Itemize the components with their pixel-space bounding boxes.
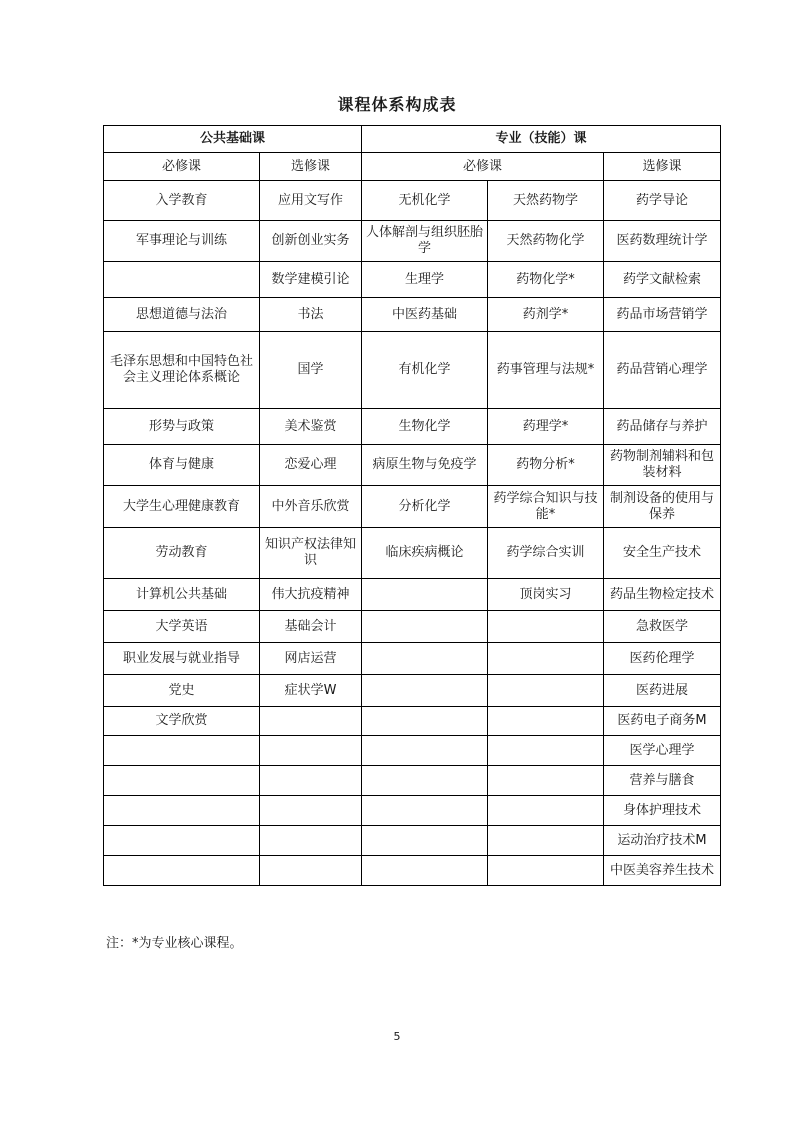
cell-prof-required-b: 药学综合实训 bbox=[488, 528, 604, 579]
cell-prof-required-a: 人体解剖与组织胚胎学 bbox=[362, 221, 488, 262]
header-professional: 专业（技能）课 bbox=[362, 126, 721, 153]
cell-prof-elective: 运动治疗技术M bbox=[604, 826, 721, 856]
cell-public-required: 职业发展与就业指导 bbox=[104, 643, 260, 675]
cell-prof-required-a: 生理学 bbox=[362, 262, 488, 298]
subheader-prof-elective: 选修课 bbox=[604, 153, 721, 181]
table-row bbox=[104, 736, 721, 766]
table-row bbox=[104, 766, 721, 796]
cell-public-elective: 恋爱心理 bbox=[260, 445, 362, 486]
table-row bbox=[104, 262, 721, 298]
cell-prof-required-b: 药事管理与法规* bbox=[488, 332, 604, 409]
cell-prof-required-b bbox=[488, 611, 604, 643]
subheader-public-required: 必修课 bbox=[104, 153, 260, 181]
cell-prof-elective: 医药伦理学 bbox=[604, 643, 721, 675]
cell-prof-required-b: 药物分析* bbox=[488, 445, 604, 486]
table-row bbox=[104, 796, 721, 826]
cell-public-required: 入学教育 bbox=[104, 181, 260, 221]
footnote: 注：*为专业核心课程。 bbox=[106, 936, 243, 951]
cell-prof-required-b: 顶岗实习 bbox=[488, 579, 604, 611]
cell-public-required: 形势与政策 bbox=[104, 409, 260, 445]
cell-public-elective: 书法 bbox=[260, 298, 362, 332]
cell-prof-required-b: 天然药物学 bbox=[488, 181, 604, 221]
subheader-prof-required: 必修课 bbox=[362, 153, 604, 181]
table-row bbox=[104, 445, 721, 486]
cell-prof-required-a bbox=[362, 675, 488, 707]
cell-public-elective: 症状学W bbox=[260, 675, 362, 707]
cell-public-elective bbox=[260, 856, 362, 886]
cell-public-required bbox=[104, 766, 260, 796]
cell-prof-required-b: 药学综合知识与技能* bbox=[488, 486, 604, 528]
cell-public-required: 大学英语 bbox=[104, 611, 260, 643]
cell-prof-elective: 药学导论 bbox=[604, 181, 721, 221]
cell-prof-required-b bbox=[488, 796, 604, 826]
cell-prof-elective: 药品营销心理学 bbox=[604, 332, 721, 409]
cell-prof-required-a bbox=[362, 707, 488, 736]
cell-prof-elective: 医药进展 bbox=[604, 675, 721, 707]
cell-prof-elective: 医药电子商务M bbox=[604, 707, 721, 736]
cell-public-elective: 美术鉴赏 bbox=[260, 409, 362, 445]
cell-prof-required-a: 分析化学 bbox=[362, 486, 488, 528]
cell-prof-required-b: 药物化学* bbox=[488, 262, 604, 298]
table-row bbox=[104, 643, 721, 675]
cell-prof-elective: 急救医学 bbox=[604, 611, 721, 643]
cell-prof-required-a: 中医药基础 bbox=[362, 298, 488, 332]
cell-prof-required-b bbox=[488, 707, 604, 736]
cell-public-elective bbox=[260, 826, 362, 856]
table-row bbox=[104, 409, 721, 445]
cell-public-elective: 创新创业实务 bbox=[260, 221, 362, 262]
cell-public-required: 毛泽东思想和中国特色社会主义理论体系概论 bbox=[104, 332, 260, 409]
cell-public-elective bbox=[260, 736, 362, 766]
cell-prof-required-a bbox=[362, 736, 488, 766]
table-row bbox=[104, 486, 721, 528]
table-row bbox=[104, 826, 721, 856]
cell-prof-required-b bbox=[488, 643, 604, 675]
cell-prof-required-b: 天然药物化学 bbox=[488, 221, 604, 262]
cell-public-required bbox=[104, 856, 260, 886]
cell-prof-elective: 医药数理统计学 bbox=[604, 221, 721, 262]
cell-prof-elective: 身体护理技术 bbox=[604, 796, 721, 826]
cell-prof-required-a: 无机化学 bbox=[362, 181, 488, 221]
table-row bbox=[104, 221, 721, 262]
cell-prof-required-a bbox=[362, 579, 488, 611]
cell-prof-elective: 医学心理学 bbox=[604, 736, 721, 766]
cell-prof-required-b: 药剂学* bbox=[488, 298, 604, 332]
cell-public-elective bbox=[260, 796, 362, 826]
cell-prof-elective: 中医美容养生技术 bbox=[604, 856, 721, 886]
table-row bbox=[104, 332, 721, 409]
cell-prof-elective: 营养与膳食 bbox=[604, 766, 721, 796]
page-number: 5 bbox=[393, 1030, 401, 1043]
cell-prof-elective: 安全生产技术 bbox=[604, 528, 721, 579]
table-row bbox=[104, 298, 721, 332]
cell-public-elective bbox=[260, 766, 362, 796]
cell-prof-required-a bbox=[362, 796, 488, 826]
cell-public-elective: 应用文写作 bbox=[260, 181, 362, 221]
cell-public-elective: 基础会计 bbox=[260, 611, 362, 643]
cell-public-required bbox=[104, 736, 260, 766]
cell-prof-elective: 药物制剂辅料和包装材料 bbox=[604, 445, 721, 486]
header-row bbox=[104, 126, 721, 153]
table-row bbox=[104, 707, 721, 736]
header-public: 公共基础课 bbox=[104, 126, 362, 153]
cell-public-elective: 中外音乐欣赏 bbox=[260, 486, 362, 528]
cell-public-elective: 数学建模引论 bbox=[260, 262, 362, 298]
cell-public-required: 军事理论与训练 bbox=[104, 221, 260, 262]
cell-public-required bbox=[104, 796, 260, 826]
cell-public-required: 文学欣赏 bbox=[104, 707, 260, 736]
cell-prof-required-b bbox=[488, 826, 604, 856]
cell-prof-required-b bbox=[488, 856, 604, 886]
page-title: 课程体系构成表 bbox=[337, 95, 457, 114]
cell-prof-elective: 制剂设备的使用与保养 bbox=[604, 486, 721, 528]
cell-prof-elective: 药品市场营销学 bbox=[604, 298, 721, 332]
cell-public-required: 计算机公共基础 bbox=[104, 579, 260, 611]
table-row bbox=[104, 611, 721, 643]
cell-prof-elective: 药品生物检定技术 bbox=[604, 579, 721, 611]
table-row bbox=[104, 579, 721, 611]
cell-prof-elective: 药品储存与养护 bbox=[604, 409, 721, 445]
table-row bbox=[104, 181, 721, 221]
cell-prof-required-a bbox=[362, 826, 488, 856]
table-row bbox=[104, 856, 721, 886]
cell-public-required bbox=[104, 826, 260, 856]
cell-prof-required-b bbox=[488, 675, 604, 707]
cell-public-required: 劳动教育 bbox=[104, 528, 260, 579]
cell-prof-required-a bbox=[362, 611, 488, 643]
subheader-public-elective: 选修课 bbox=[260, 153, 362, 181]
cell-prof-required-a bbox=[362, 643, 488, 675]
cell-prof-required-a bbox=[362, 856, 488, 886]
cell-public-elective: 国学 bbox=[260, 332, 362, 409]
cell-prof-required-a: 有机化学 bbox=[362, 332, 488, 409]
subheader-row bbox=[104, 153, 721, 181]
cell-public-elective: 伟大抗疫精神 bbox=[260, 579, 362, 611]
cell-prof-required-a: 生物化学 bbox=[362, 409, 488, 445]
cell-public-elective bbox=[260, 707, 362, 736]
table-row bbox=[104, 528, 721, 579]
cell-prof-required-b bbox=[488, 736, 604, 766]
cell-prof-required-a: 临床疾病概论 bbox=[362, 528, 488, 579]
table-row bbox=[104, 675, 721, 707]
cell-public-elective: 网店运营 bbox=[260, 643, 362, 675]
cell-public-required: 体育与健康 bbox=[104, 445, 260, 486]
cell-public-required: 大学生心理健康教育 bbox=[104, 486, 260, 528]
cell-public-elective: 知识产权法律知识 bbox=[260, 528, 362, 579]
cell-prof-required-a: 病原生物与免疫学 bbox=[362, 445, 488, 486]
curriculum-table bbox=[103, 125, 721, 886]
cell-prof-required-b: 药理学* bbox=[488, 409, 604, 445]
cell-prof-required-b bbox=[488, 766, 604, 796]
cell-public-required bbox=[104, 262, 260, 298]
cell-prof-required-a bbox=[362, 766, 488, 796]
cell-public-required: 党史 bbox=[104, 675, 260, 707]
cell-public-required: 思想道德与法治 bbox=[104, 298, 260, 332]
cell-prof-elective: 药学文献检索 bbox=[604, 262, 721, 298]
